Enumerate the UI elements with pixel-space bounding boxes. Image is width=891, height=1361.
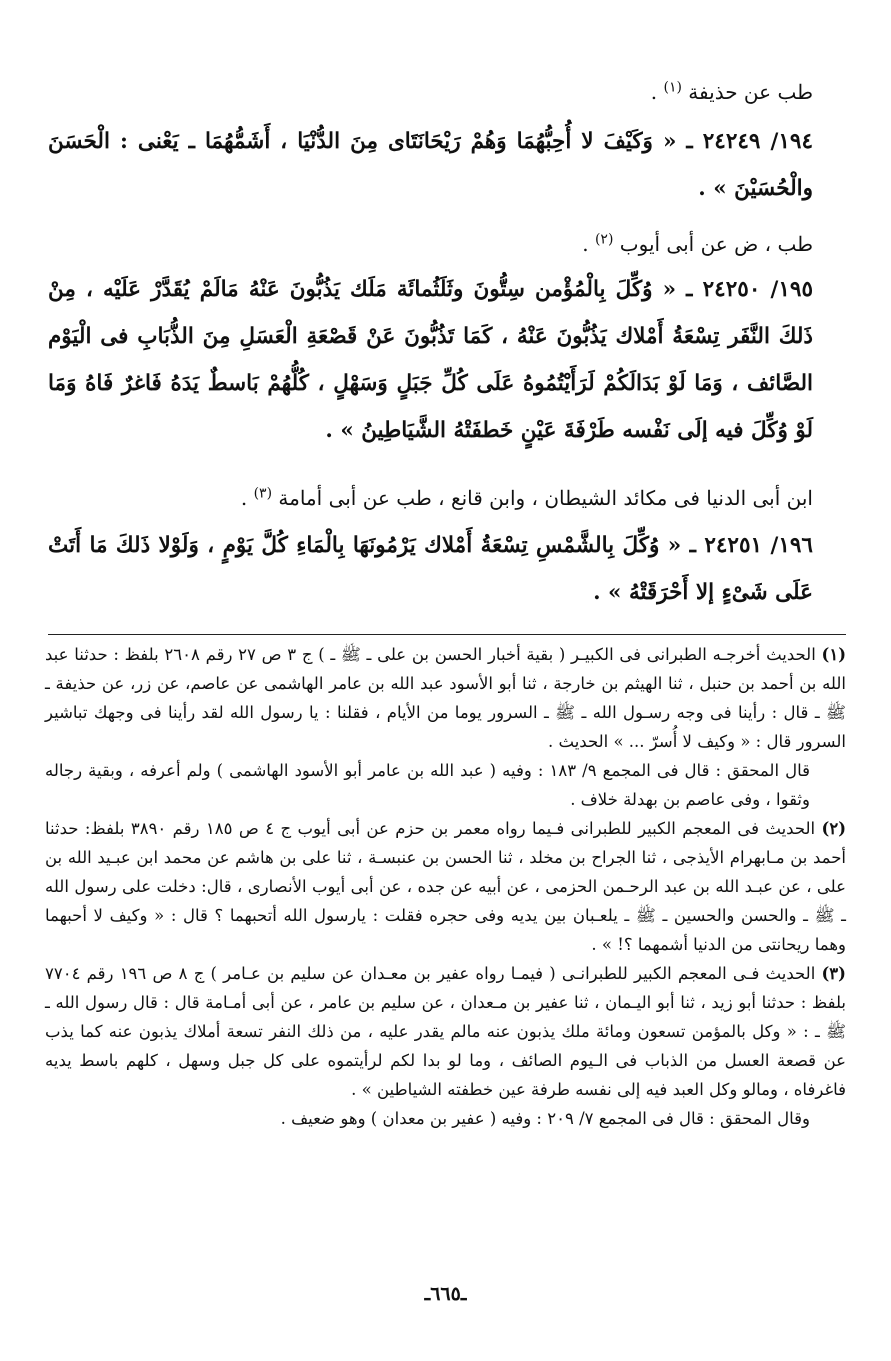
footnote-1-editor bbox=[45, 756, 846, 814]
hadith-194 bbox=[48, 118, 813, 212]
source-text: طب عن حذيفة bbox=[688, 80, 813, 104]
editor-comment: وقال المحقق : قال فى المجمع ٧/ ٢٠٩ : وفيه ( عفير بن معدان ) وهو ضعيف . bbox=[280, 1109, 810, 1128]
hadith-195 bbox=[48, 266, 813, 454]
footnotes bbox=[45, 640, 846, 1133]
source-text: ابن أبى الدنيا فى مكائد الشيطان ، وابن قانع ، طب عن أبى أمامة bbox=[278, 486, 813, 510]
source-text: طب ، ض عن أبى أيوب bbox=[619, 232, 813, 256]
footnote-mark: (٣) bbox=[821, 964, 846, 983]
period: . bbox=[582, 232, 589, 256]
footnote-mark: (١) bbox=[821, 645, 847, 664]
source-line-3 bbox=[48, 484, 813, 512]
footnote-mark: (٢) bbox=[821, 819, 846, 838]
hadith-text: ـ « وَكَيْفَ لا أُحِبُّهُمَا وَهُمْ رَيْحَانَتَاى مِنَ الدُّنْيَا ، أَشَمُّهُمَا ـ يَعْنى : الْحَسَنَ والْحُسَيْنَ » . bbox=[48, 129, 813, 201]
footnote-3-editor bbox=[45, 1104, 846, 1133]
period: . bbox=[650, 80, 658, 104]
hadith-text: ـ « وُكِّلَ بِالْمُؤْمن سِتُّونَ وثَلَثُمائَة مَلَك يَذُبُّونَ عَنْهُ مَالَمْ يُقَدَّرْ عَلَيْه ، مِنْ ذَلكَ النَّفَر تِسْعَةُ أَمْلاك يَذُبُّونَ عَنْهُ ، كَمَا تَذُبُّونَ عَنْ قَصْعَةِ الْعَسَلِ مِنَ الذُّبَابِ فى الْيَوْم الصَّائف ، وَمَا لَوْ بَدَالَكُمْ لَرَأَيْتُمُوهُ عَلَى كُلِّ جَبَلٍ وَسَهْلٍ ، كُلُّهُمْ بَاسطٌ يَدَهُ فَاغرٌ فَاهُ وَمَا لَوْ وُكِّلَ فيه إلَى نَفْسه طَرْفَةَ عَيْنٍ خَطفَتْهُ الشَّيَاطِينُ » . bbox=[48, 277, 813, 443]
footnote-ref-2: (٢) bbox=[594, 231, 614, 248]
hadith-text: ـ « وُكِّلَ بِالشَّمْسِ تِسْعَةُ أَمْلاك يَرْمُونَهَا بِالْمَاءِ كُلَّ يَوْمٍ ، وَلَوْلا ذَلكَ مَا أَتَتْ عَلَى شَىْءٍ إلا أَحْرَقَتْهُ » . bbox=[48, 533, 813, 605]
footnote-ref-3: (٣) bbox=[253, 485, 273, 502]
footnote-ref-1: (١) bbox=[663, 79, 682, 96]
page-number: ـ٦٦٥ـ bbox=[424, 1283, 467, 1305]
hadith-196 bbox=[48, 522, 813, 616]
hadith-number: ١٩٥/ ٢٤٢٥٠ bbox=[702, 277, 813, 302]
footnote-3 bbox=[45, 959, 846, 1104]
hadith-number: ١٩٤/ ٢٤٢٤٩ bbox=[702, 129, 813, 154]
source-line-2 bbox=[48, 230, 813, 258]
footnote-1 bbox=[45, 640, 846, 756]
editor-comment: قال المحقق : قال فى المجمع ٩/ ١٨٣ : وفيه ( عبد الله بن عامر أبو الأسود الهاشمى ) ولم أعرفه ، وبقية رجاله وثقوا ، وفى عاصم بن بهدلة خلاف . bbox=[45, 761, 811, 809]
period: . bbox=[240, 486, 248, 510]
source-line-1 bbox=[48, 78, 813, 106]
footnote-text: الحديث فـى المعجم الكبير للطبرانـى ( فيمـا رواه عفير بن معـدان عن سليم بن عـامر ) ج ٨ ص ١٩٦ رقم ٧٧٠٤ بلفظ : حدثنا أبو زيد ، ثنا أبو اليـمان ، ثنا عفير بن مـعدان ، عن سليم بن عامر ، عن أبى أمـامة قال : قال رسول الله ـ ﷺ ـ : « وكل بالمؤمن تسعون ومائة ملك يذبون عنه مالم يقدر عليه ، من ذلك النفر تسعة أملاك يذبون عنه كما يذب عن قصعة العسل من الذباب فى الـيوم الصائف ، وما لو بدا لكم لرأيتموه على كل جبل وسهل ، كلهم باسط يديه فاغرفاه ، ومالو وكل العبد فيه إلى نفسه طرفة عين خطفته الشياطين » . bbox=[45, 964, 846, 1099]
hadith-number: ١٩٦/ ٢٤٢٥١ bbox=[704, 533, 813, 558]
footnote-text: الحديث فى المعجم الكبير للطبرانى فـيما رواه معمر بن حزم عن أبى أيوب ج ٤ ص ١٨٥ رقم ٣٨٩٠ بلفظ: حدثنا أحمد بن مـابهرام الأيذجى ، ثنا الجراح بن مخلد ، ثنا الحسن بن عنبسـة ، ثنا على بن هاشم عن محمد ابن عبـيد الله بن على ، عن عبـد الله بن عبد الرحـمن الحزمى ، عن أبيه عن جده ، عن أبى أيوب الأنصارى ، قال: دخلت على رسول الله ـ ﷺ ـ والحسن والحسين ـ ﷺ ـ يلعـبان بين يديه وفى حجره فقلت : يارسول الله أتحبهما ؟ قال : « وكيف لا أحبهما وهما ريحانتى من الدنيا أشمهما ؟! » . bbox=[45, 819, 846, 954]
footnote-2 bbox=[45, 814, 846, 959]
footnote-text: الحديث أخرجـه الطبرانى فى الكبيـر ( بقية أخبار الحسن بن على ـ ﷺ ـ ) ج ٣ ص ٢٧ رقم ٢٦٠٨ بلفظ : حدثنا عبد الله بن أحمد بن حنبل ، ثنا الهيثم بن خارجة ، ثنا أبو الأسود عبد الله بن عامر الهاشمى عن عاصم، عن زر، عن حذيفة ـ ﷺ ـ قال : رأينا فى وجه رسـول الله ـ ﷺ ـ السرور يوما من الأيام ، فقلنا : يا رسول الله لقد رأينا فى وجهك تباشير السرور قال : « وكيف لا أُسرّ ... » الحديث . bbox=[45, 645, 846, 751]
footnote-divider bbox=[48, 634, 846, 635]
